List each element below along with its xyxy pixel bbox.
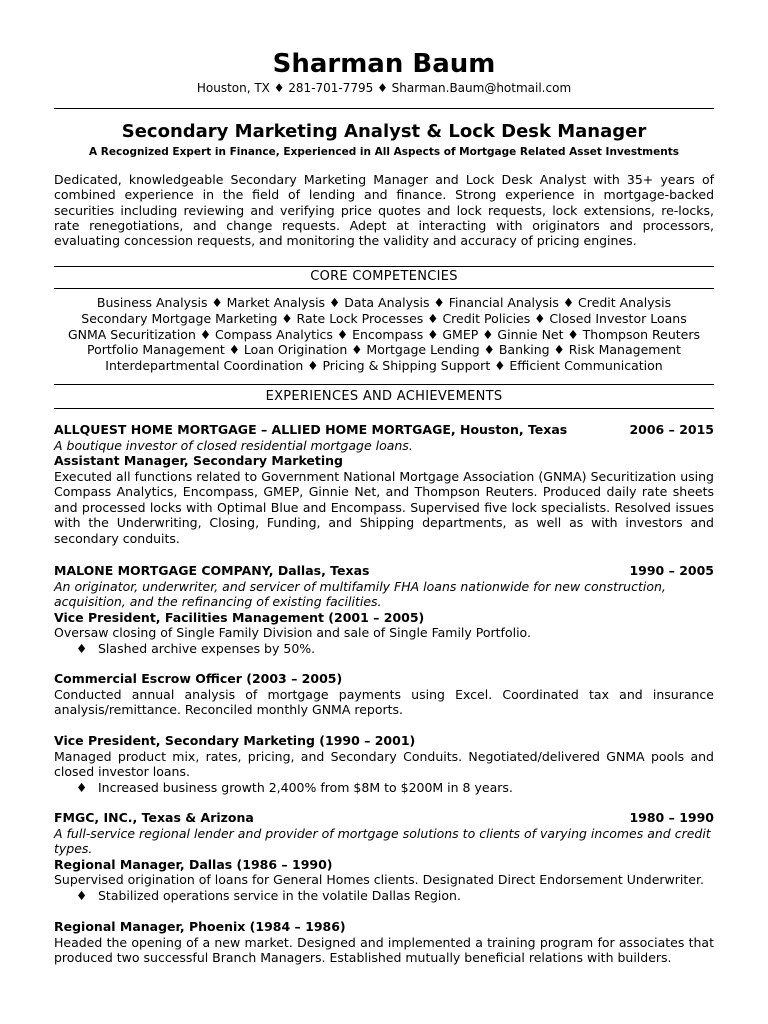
divider (54, 266, 714, 267)
job-details: Executed all functions related to Government National Mortgage Association (GNMA) Securitization using Compass Analytics, Encompass, GMEP, Ginnie Net, and Thompson Reuters. Produced daily rate sheets and processed locks with Optimal Blue and Encompass. Supervised five lock specialists. Resolved issues with the Underwriting, Closing, Funding, and Shipping departments, as well as with investors and secondary conduits. (54, 468, 714, 546)
competency-line: GNMA Securitization ♦ Compass Analytics ♦ Encompass ♦ GMEP ♦ Ginnie Net ♦ Thompson Reuters (67, 326, 701, 342)
job-title: Commercial Escrow Officer (2003 – 2005) (54, 671, 343, 686)
job-malone-escrow (54, 671, 714, 718)
competency-line: Portfolio Management ♦ Loan Origination ♦ Mortgage Lending ♦ Banking ♦ Risk Management (87, 342, 681, 358)
job-fmgc (54, 810, 714, 903)
achievement-text: Slashed archive expenses by 50%. (98, 640, 316, 656)
company-name: MALONE MORTGAGE COMPANY, Dallas, Texas (54, 563, 370, 578)
professional-summary: Dedicated, knowledgeable Secondary Marketing Manager and Lock Desk Analyst with 35+ years of combined experience in the field of lending and finance. Strong experience in mortgage-backed securities including reviewing and verifying price quotes and lock requests, lock extensions, re-locks, rate renegotiations, and change requests. Adept at interacting with originators and processors, evaluating concession requests, and monitoring the validity and accuracy of pricing engines. (54, 172, 714, 249)
company-row (54, 810, 714, 826)
divider (54, 108, 714, 109)
diamond-bullet-icon: ♦ (76, 640, 88, 656)
job-malone-secondary (54, 733, 714, 795)
competencies-list (54, 295, 714, 374)
diamond-bullet-icon: ♦ (76, 779, 88, 795)
achievement-text: Increased business growth 2,400% from $8M to $200M in 8 years. (98, 779, 513, 795)
job-title: Regional Manager, Dallas (1986 – 1990) (54, 856, 333, 872)
job-title: Vice President, Facilities Management (2001 – 2005) (54, 609, 425, 625)
company-row (54, 563, 714, 579)
divider (54, 288, 714, 289)
job-malone (54, 563, 714, 656)
company-description: A boutique investor of closed residential mortgage loans. (54, 437, 413, 453)
achievement-bullet (54, 888, 714, 904)
job-details: Oversaw closing of Single Family Division and sale of Single Family Portfolio. (54, 625, 531, 640)
employment-dates: 1990 – 2005 (629, 563, 714, 578)
competency-line: Secondary Mortgage Marketing ♦ Rate Lock Processes ♦ Credit Policies ♦ Closed Investor Loans (81, 310, 687, 326)
job-details: Conducted annual analysis of mortgage payments using Excel. Coordinated tax and insurance analysis/remittance. Reconciled monthly GNMA reports. (54, 686, 714, 717)
achievement-bullet (54, 641, 714, 657)
company-row (54, 422, 714, 438)
company-description: A full-service regional lender and provider of mortgage solutions to clients of varying incomes and credit types. (54, 825, 711, 856)
divider (54, 408, 714, 409)
company-name: FMGC, INC., Texas & Arizona (54, 810, 254, 825)
contact-line: Houston, TX ♦ 281-701-7795 ♦ Sharman.Baum@hotmail.com (196, 81, 572, 95)
job-title: Vice President, Secondary Marketing (1990 – 2001) (54, 733, 416, 748)
company-description: An originator, underwriter, and servicer of multifamily FHA loans nationwide for new construction, acquisition, and the refinancing of existing facilities. (54, 578, 666, 609)
company-name: ALLQUEST HOME MORTGAGE – ALLIED HOME MORTGAGE, Houston, Texas (54, 422, 568, 437)
diamond-bullet-icon: ♦ (76, 887, 88, 903)
experience-heading: EXPERIENCES AND ACHIEVEMENTS (265, 389, 503, 404)
job-allquest (54, 422, 714, 546)
core-competencies-heading: CORE COMPETENCIES (310, 269, 458, 284)
headline-title: Secondary Marketing Analyst & Lock Desk Manager (121, 121, 647, 142)
employment-dates: 1980 – 1990 (629, 810, 714, 825)
job-details: Managed product mix, rates, pricing, and Secondary Conduits. Negotiated/delivered GNMA pools and closed investor loans. (54, 748, 714, 779)
job-title: Regional Manager, Phoenix (1984 – 1986) (54, 919, 346, 934)
job-details: Supervised origination of loans for General Homes clients. Designated Direct Endorsement Underwriter. (54, 872, 704, 887)
job-details: Headed the opening of a new market. Designed and implemented a training program for associates that produced two successful Branch Managers. Established mutually beneficial relations with builders. (54, 934, 714, 965)
competency-line: Interdepartmental Coordination ♦ Pricing & Shipping Support ♦ Efficient Communication (105, 358, 663, 374)
divider (54, 384, 714, 385)
job-fmgc-phoenix (54, 919, 714, 966)
achievement-bullet (54, 780, 714, 796)
candidate-name: Sharman Baum (272, 49, 496, 79)
competency-line: Business Analysis ♦ Market Analysis ♦ Data Analysis ♦ Financial Analysis ♦ Credit Analysis (96, 295, 672, 310)
achievement-text: Stabilized operations service in the volatile Dallas Region. (98, 887, 461, 903)
headline-subtitle: A Recognized Expert in Finance, Experienced in All Aspects of Mortgage Related Asset Investments (89, 146, 679, 158)
employment-dates: 2006 – 2015 (629, 422, 714, 437)
job-title: Assistant Manager, Secondary Marketing (54, 453, 344, 468)
